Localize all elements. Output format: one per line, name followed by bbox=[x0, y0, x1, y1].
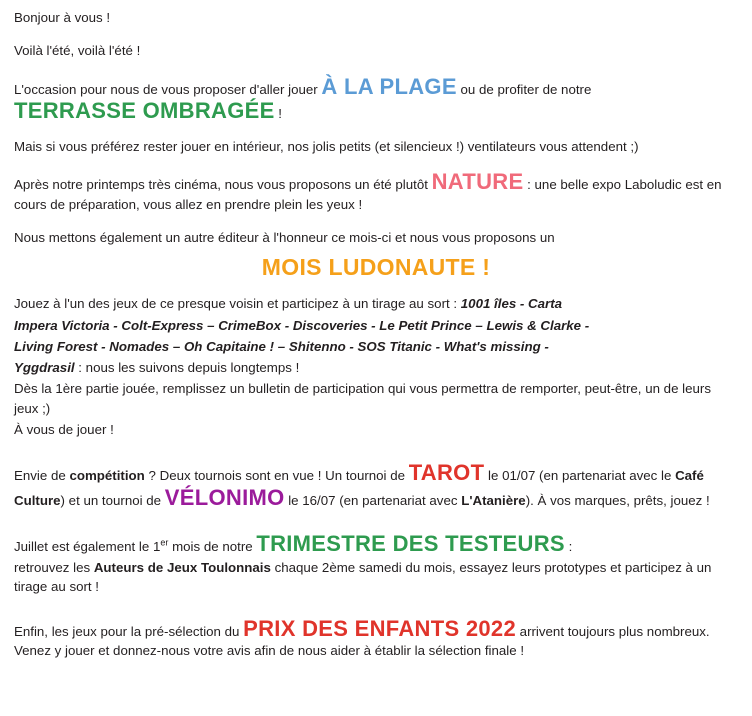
testers-part3: : bbox=[564, 538, 573, 554]
testers-detail-post: chaque 2ème samedi du mois, essayez leurs prototypes et participez à un tirage au sort ! bbox=[14, 560, 712, 595]
tournaments-part2: ? Deux tournois sont en vue ! Un tournoi de bbox=[144, 468, 409, 484]
draw-intro-paragraph bbox=[14, 294, 738, 313]
invite-text-part2: ou de profiter de notre bbox=[456, 81, 592, 97]
tournaments-part1: Envie de bbox=[14, 468, 70, 484]
kids-prize-part2: arrivent toujours plus nombreux. Venez y jouer et donnez-nous votre avis afin de nous aider à établir la sélection finale ! bbox=[14, 623, 710, 658]
tournaments-part3: le 01/07 (en partenariat avec le bbox=[484, 468, 676, 484]
tournaments-bold-competition: compétition bbox=[69, 468, 145, 484]
testers-detail-paragraph bbox=[14, 558, 738, 597]
highlight-prix-des-enfants: PRIX DES ENFANTS 2022 bbox=[243, 615, 516, 641]
mois-ludonaute-line bbox=[14, 255, 738, 280]
highlight-a-la-plage: À LA PLAGE bbox=[321, 73, 457, 99]
greeting-paragraph: Bonjour à vous ! bbox=[14, 10, 111, 25]
highlight-tarot: TAROT bbox=[408, 460, 485, 486]
kids-prize-paragraph bbox=[14, 617, 738, 661]
invite-text-part3: ! bbox=[274, 105, 282, 121]
tournaments-part4: ) et un tournoi de bbox=[60, 492, 165, 508]
draw-outro-text: : nous les suivons depuis longtemps ! bbox=[74, 360, 300, 376]
tournaments-paragraph bbox=[14, 461, 738, 510]
highlight-terrasse-ombragee: TERRASSE OMBRAGÉE bbox=[14, 97, 275, 123]
draw-intro-text: Jouez à l'un des jeux de ce presque voisin et participez à un tirage au sort : bbox=[14, 296, 461, 312]
beach-invite-paragraph bbox=[14, 75, 738, 124]
draw-followup-paragraph: Dès la 1ère partie jouée, remplissez un bulletin de participation qui vous permettra de remporter, peut-être, un de leurs jeux ;) bbox=[14, 381, 711, 416]
tournaments-part5: le 16/07 (en partenariat avec bbox=[284, 492, 462, 508]
nature-paragraph bbox=[14, 170, 738, 214]
tournaments-bold-atanière: L'Atanière bbox=[461, 492, 526, 508]
tournaments-part6: ). À vos marques, prêts, jouez ! bbox=[525, 492, 710, 508]
game-list-yggdrasil: Yggdrasil bbox=[14, 360, 75, 376]
game-list-line-3: Living Forest - Nomades – Oh Capitaine ! – Shitenno - SOS Titanic - What's missing - bbox=[14, 338, 549, 354]
highlight-velonimo: VÉLONIMO bbox=[164, 484, 285, 510]
kids-prize-part1: Enfin, les jeux pour la pré-sélection du bbox=[14, 623, 244, 639]
testers-ordinal-suffix: er bbox=[160, 537, 169, 548]
summer-paragraph: Voilà l'été, voilà l'été ! bbox=[14, 43, 141, 59]
highlight-mois-ludonaute: MOIS LUDONAUTE ! bbox=[261, 254, 491, 281]
invite-text-part1: L'occasion pour nous de vous proposer d'aller jouer bbox=[14, 81, 322, 97]
game-list-line-1: 1001 îles - Carta bbox=[460, 296, 563, 312]
testers-paragraph bbox=[14, 532, 738, 556]
nature-text-part1: Après notre printemps très cinéma, nous vous proposons un été plutôt bbox=[14, 177, 432, 193]
tournaments-bold-cafe-culture: Café Culture bbox=[14, 468, 704, 508]
indoor-paragraph: Mais si vous préférez rester jouer en intérieur, nos jolis petits (et silencieux !) ventilateurs vous attendent ;) bbox=[14, 139, 639, 155]
terrace-line bbox=[14, 99, 738, 123]
nature-text-part2: : une belle expo Laboludic est en cours de préparation, vous allez en prendre plein les yeux ! bbox=[14, 177, 722, 212]
highlight-nature: NATURE bbox=[431, 169, 524, 195]
testers-bold-auteurs: Auteurs de Jeux Toulonnais bbox=[93, 560, 271, 576]
testers-detail-pre: retrouvez les bbox=[14, 560, 94, 576]
game-list-line-4 bbox=[14, 358, 738, 377]
editor-intro-paragraph: Nous mettons également un autre éditeur à l'honneur ce mois-ci et nous vous proposons un bbox=[14, 229, 555, 245]
testers-part1: Juillet est également le 1 bbox=[14, 538, 161, 554]
game-list-line-2: Impera Victoria - Colt-Express – CrimeBox - Discoveries - Le Petit Prince – Lewis & Clarke - bbox=[14, 317, 590, 333]
draw-closing-paragraph: À vous de jouer ! bbox=[14, 422, 114, 438]
testers-part2: mois de notre bbox=[168, 538, 257, 554]
highlight-trimestre-des-testeurs: TRIMESTRE DES TESTEURS bbox=[256, 530, 565, 556]
